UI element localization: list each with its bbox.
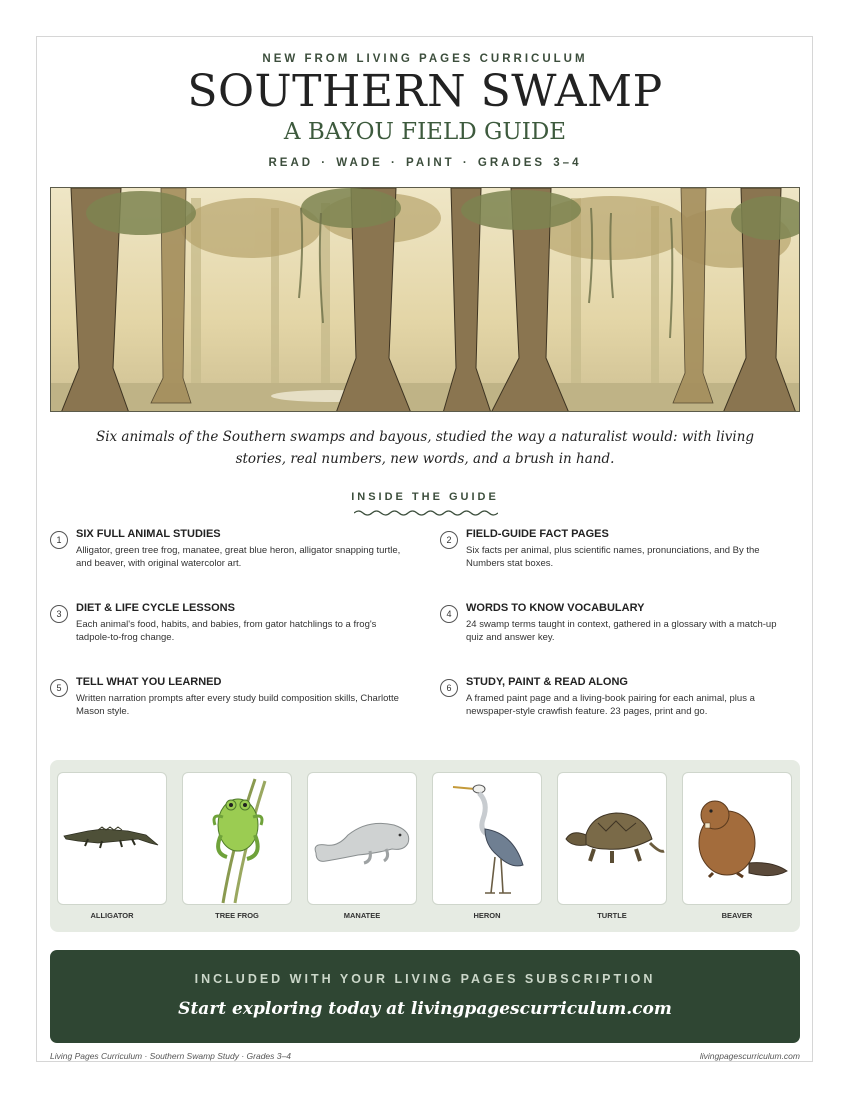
feature-description: A framed paint page and a living-book pairing for each animal, plus a newspaper-style crawfish feature. 23 pages, print and go.: [466, 693, 755, 717]
feature-title: FIELD-GUIDE FACT PAGES: [466, 528, 609, 540]
animal-card-beaver: [682, 772, 792, 905]
animal-card-alligator: [57, 772, 167, 905]
animal-card-turtle: [557, 772, 667, 905]
feature-description: 24 swamp terms taught in context, gathered in a glossary with a match-up quiz and answer key.: [466, 619, 777, 643]
feature-number: 5: [50, 679, 68, 697]
animal-card-tree-frog: [182, 772, 292, 905]
heron-icon: [433, 773, 542, 905]
animal-label: ALLIGATOR: [90, 911, 134, 920]
turtle-icon: [558, 773, 667, 905]
wave-divider: [354, 508, 498, 518]
feature-description: Alligator, green tree frog, manatee, great blue heron, alligator snapping turtle, and beaver, with original watercolor art.: [76, 545, 401, 569]
banner-heading: INCLUDED WITH YOUR LIVING PAGES SUBSCRIPTION: [194, 972, 656, 986]
feature-number: 2: [440, 531, 458, 549]
feature-description: Written narration prompts after every study build composition skills, Charlotte Mason style.: [76, 693, 399, 717]
kicker-text: NEW FROM LIVING PAGES CURRICULUM: [262, 53, 588, 65]
animal-label: TREE FROG: [215, 911, 259, 920]
page-title: SOUTHERN SWAMP: [187, 66, 663, 117]
feature-number: 3: [50, 605, 68, 623]
subscription-banner: [50, 950, 800, 1043]
animal-card-heron: [432, 772, 542, 905]
feature-title: WORDS TO KNOW VOCABULARY: [466, 602, 645, 614]
feature-number: 1: [50, 531, 68, 549]
feature-description: Six facts per animal, plus scientific names, pronunciations, and By the Numbers stat boxes.: [466, 545, 760, 569]
feature-description: Each animal's food, habits, and babies, from gator hatchlings to a frog's tadpole-to-frog change.: [76, 619, 377, 643]
animal-label: BEAVER: [721, 911, 753, 920]
section-heading: INSIDE THE GUIDE: [351, 491, 499, 503]
feature-title: STUDY, PAINT & READ ALONG: [466, 676, 628, 688]
feature-title: SIX FULL ANIMAL STUDIES: [76, 528, 221, 540]
tagline: READ · WADE · PAINT · GRADES 3–4: [268, 157, 582, 169]
banner-cta-link[interactable]: Start exploring today at livingpagescurriculum.com: [178, 999, 672, 1019]
intro-text: Six animals of the Southern swamps and bayous, studied the way a naturalist would: with living stories, real numbers, new words, and a brush in hand.: [95, 429, 755, 467]
manatee-icon: [308, 773, 417, 905]
page-subtitle: A BAYOU FIELD GUIDE: [283, 119, 567, 145]
beaver-icon: [683, 773, 792, 905]
animal-label: HERON: [473, 911, 501, 920]
feature-number: 4: [440, 605, 458, 623]
swamp-illustration: [50, 187, 800, 412]
feature-number: 6: [440, 679, 458, 697]
tree-frog-icon: [183, 773, 292, 905]
feature-title: DIET & LIFE CYCLE LESSONS: [76, 602, 235, 614]
animal-label: TURTLE: [597, 911, 627, 920]
footer-credit: Living Pages Curriculum · Southern Swamp Study · Grades 3–4: [50, 1051, 291, 1061]
animal-label: MANATEE: [343, 911, 381, 920]
footer-url[interactable]: livingpagescurriculum.com: [699, 1051, 800, 1061]
animal-gallery: [50, 760, 800, 932]
feature-title: TELL WHAT YOU LEARNED: [76, 676, 222, 688]
alligator-icon: [58, 773, 167, 905]
animal-card-manatee: [307, 772, 417, 905]
